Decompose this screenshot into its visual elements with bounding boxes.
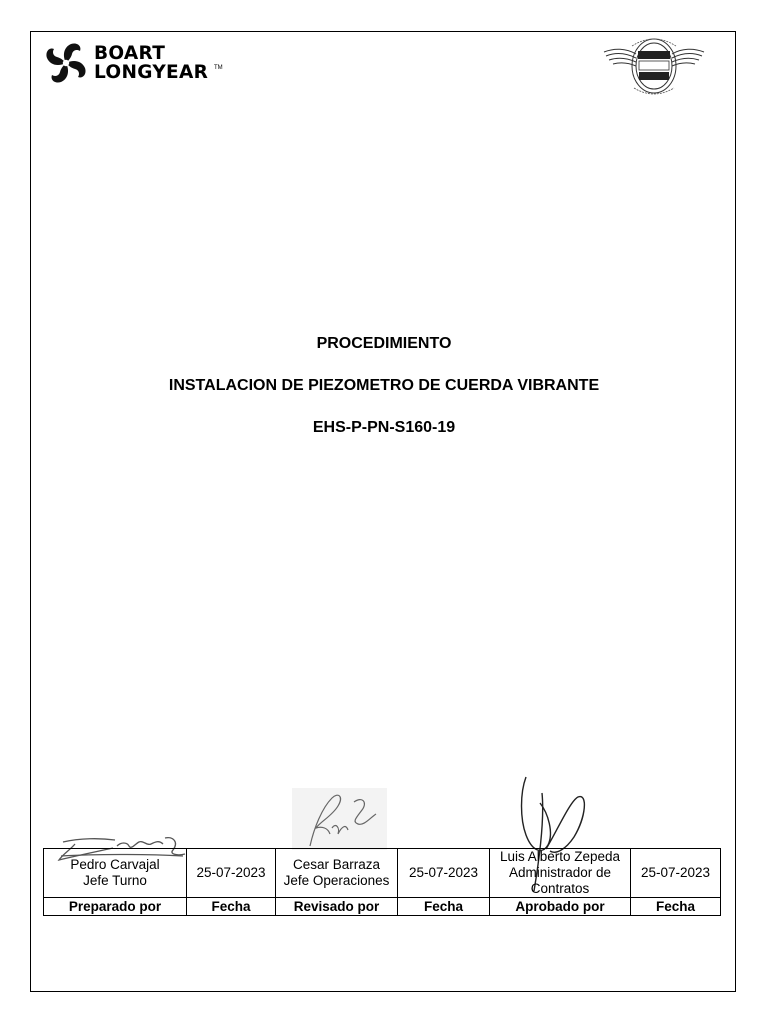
signature-header-row xyxy=(44,898,721,916)
header-date-2: Fecha xyxy=(398,898,490,916)
header-date-3: Fecha xyxy=(631,898,721,916)
document-type: PROCEDIMIENTO xyxy=(316,335,452,352)
prepared-by-cell xyxy=(44,849,187,898)
signature-row xyxy=(44,849,721,898)
approved-role-line1: Administrador de xyxy=(508,865,612,880)
document-title: INSTALACION DE PIEZOMETRO DE CUERDA VIBRANTE xyxy=(168,377,600,394)
signature-table xyxy=(43,848,721,916)
reviewed-role: Jefe Operaciones xyxy=(283,873,390,888)
approved-date: 25-07-2023 xyxy=(631,849,721,898)
prepared-date: 25-07-2023 xyxy=(187,849,276,898)
logo-text-line2: LONGYEAR xyxy=(94,62,209,83)
prepared-name: Pedro Carvajal xyxy=(70,857,160,872)
safe-home-emblem-icon xyxy=(602,34,706,98)
logo-trademark: TM xyxy=(214,65,223,71)
header-date-1: Fecha xyxy=(187,898,276,916)
reviewed-by-cell xyxy=(276,849,398,898)
reviewed-date: 25-07-2023 xyxy=(398,849,490,898)
reviewed-name: Cesar Barraza xyxy=(292,857,381,872)
company-logo xyxy=(44,41,244,85)
boart-longyear-mark-icon xyxy=(44,41,88,85)
header-approved-by: Aprobado por xyxy=(490,898,631,916)
approved-name: Luis Alberto Zepeda xyxy=(499,849,621,864)
header-reviewed-by: Revisado por xyxy=(276,898,398,916)
approved-by-cell xyxy=(490,849,631,898)
signature-reviewed xyxy=(292,788,387,850)
logo-text-line1: BOART xyxy=(94,43,166,64)
prepared-role: Jefe Turno xyxy=(83,873,147,888)
approved-role-line2: Contratos xyxy=(530,881,590,896)
header-prepared-by: Preparado por xyxy=(44,898,187,916)
document-code: EHS-P-PN-S160-19 xyxy=(312,419,456,436)
